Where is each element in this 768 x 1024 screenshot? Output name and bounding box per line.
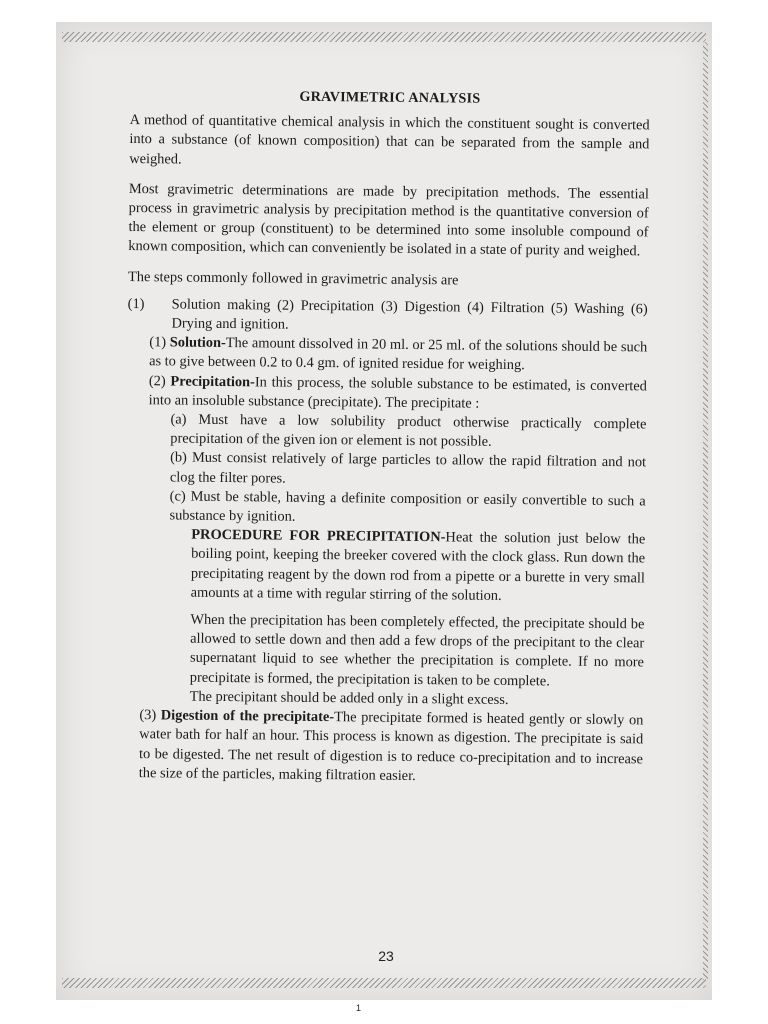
sub-label: (c) <box>169 488 186 505</box>
step-digestion <box>139 706 644 788</box>
step-number: (1) <box>149 334 167 351</box>
step-term: Digestion of the precipitate- <box>160 707 335 726</box>
sub-label: (b) <box>170 449 187 467</box>
step-text: The amount dissolved in 20 ml. or 25 ml. of the solutions should be such as to give between 0.2 to 0.4 gm. of ignited residue for weighing. <box>149 335 648 374</box>
procedure-paragraph <box>191 526 646 608</box>
steps-intro: The steps commonly followed in gravimetric analysis are <box>127 268 459 289</box>
sub-text: Must be stable, having a definite composition or easily convertible to such a substance by ignition. <box>169 488 646 525</box>
precipitation-methods-paragraph: Most gravimetric determinations are made by precipitation methods. The essential process in gravimetric analysis by precipitation method is the quantitative conversion of the element or group (constituent) to be determined into some insoluble compound of known composition, which can conveniently be isolated in a state of purity and weighed. <box>128 180 649 260</box>
page-number: 23 <box>378 948 394 964</box>
step-term: Solution- <box>169 334 226 352</box>
step-solution <box>149 333 647 377</box>
step-term: Precipitation- <box>170 373 255 390</box>
sub-label: (a) <box>170 411 187 428</box>
procedure-paragraph-2: When the precipitation has been completely effected, the precipitate should be allowed to settle down and then add a few drops of the precipitant to the clear supernatant liquid to see whether the precipitation is complete. If no more precipitate is formed, the precipitation is taken to be complete. <box>189 611 645 690</box>
step-precipitation <box>149 372 647 416</box>
page-content <box>123 86 650 788</box>
decorative-border-top <box>62 32 706 42</box>
scanned-page <box>56 22 712 1000</box>
step-number: (2) <box>148 372 166 390</box>
sub-item-b <box>170 449 646 492</box>
footer-mark: 1 <box>356 1003 362 1013</box>
procedure-term: PROCEDURE FOR PRECIPITATION- <box>191 526 446 546</box>
sub-text: Must consist relatively of large particles to allow the rapid filtration and not clog the filter pores. <box>169 450 647 487</box>
step-number: (3) <box>139 707 157 724</box>
steps-list <box>127 295 647 339</box>
steps-number: (1) <box>127 295 145 312</box>
page-title: GRAVIMETRIC ANALYSIS <box>299 88 481 107</box>
step-text: The precipitate formed is heated gently or slowly on water bath for half an hour. This process is known as digestion. The precipitate is said to be digested. The net result of digestion is to reduce co-precipitation and to increase the size of the particles, making filtration easier. <box>138 709 644 784</box>
sub-item-c <box>169 487 645 530</box>
decorative-border-right <box>703 42 708 980</box>
procedure-text: Heat the solution just below the boiling point, keeping the breeker covered with the clock glass. Run down the precipitating reagent by the down rod from a pipette or a burette in very small amounts at a time with regular stirring of the solution. <box>190 529 646 604</box>
intro-paragraph: A method of quantitative chemical analysis in which the constituent sought is converted into a substance (of known composition) that can be separated from the sample and weighed. <box>129 112 650 168</box>
procedure-paragraph-3: The precipitant should be added only in a slight excess. <box>189 688 509 708</box>
step-text: In this process, the soluble substance to be estimated, is converted into an insoluble substance (precipitate). The precipitate : <box>148 373 647 412</box>
decorative-border-bottom <box>62 978 706 988</box>
sub-text: Must have a low solubility product otherwise practically complete precipitation of the given ion or element is not possible. <box>170 411 647 451</box>
sub-item-a <box>170 410 646 453</box>
steps-text: Solution making (2) Precipitation (3) Digestion (4) Filtration (5) Washing (6) Drying and ignition. <box>171 296 648 333</box>
